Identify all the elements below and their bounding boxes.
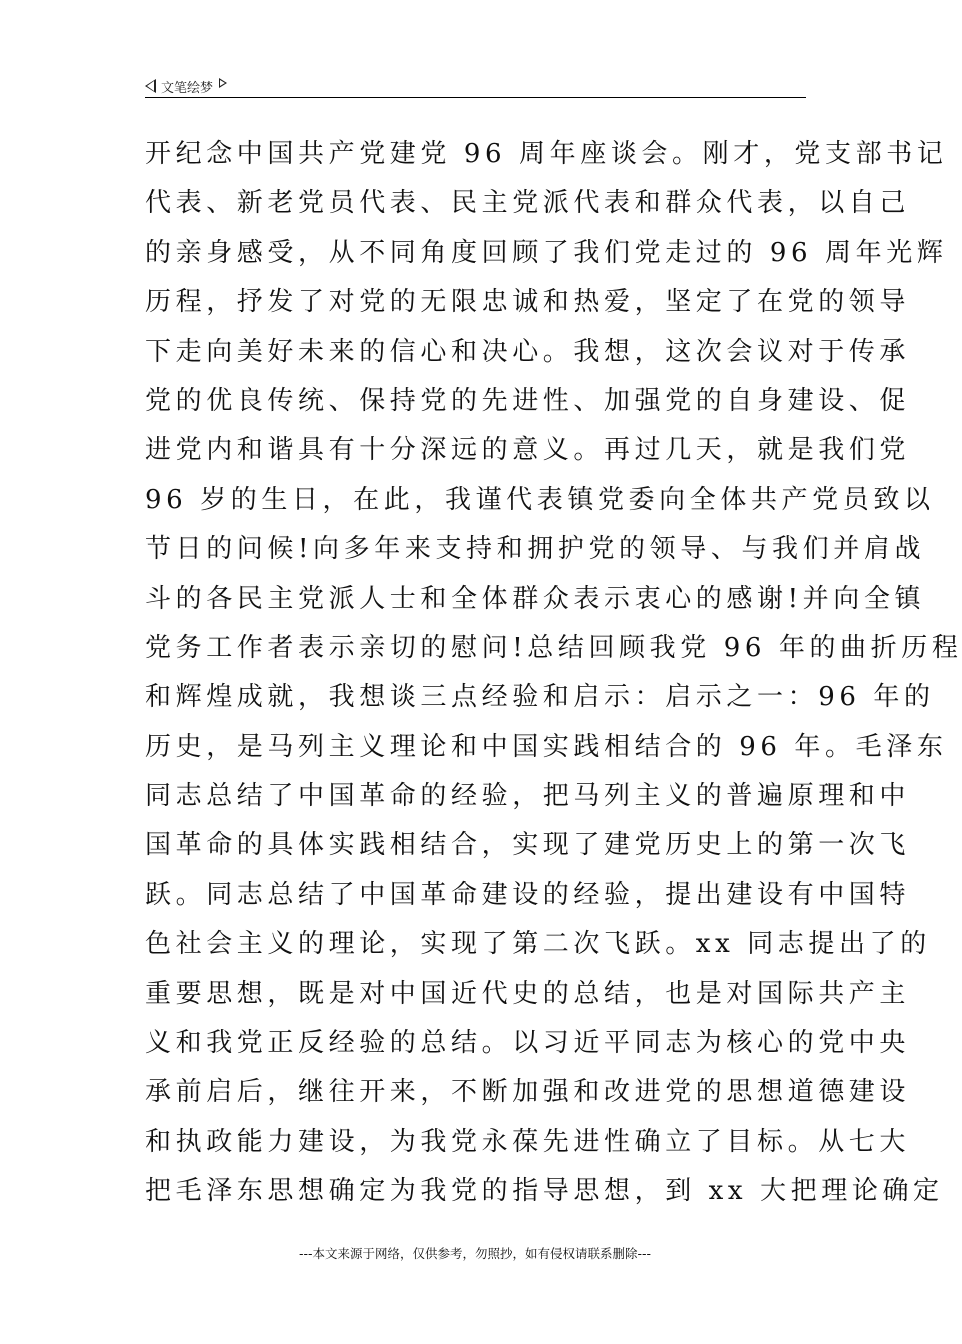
body-text	[145, 130, 962, 1217]
text-line: 党务工作者表示亲切的慰问!总结回顾我党 96 年的曲折历程	[145, 632, 962, 663]
text-line: 党的优良传统、保持党的先进性、加强党的自身建设、促	[145, 385, 911, 416]
text-line: 下走向美好未来的信心和决心。我想，这次会议对于传承	[145, 336, 911, 367]
text-line: 历史，是马列主义理论和中国实践相结合的 96 年。毛泽东	[145, 731, 948, 762]
text-line: 历程，抒发了对党的无限忠诚和热爱，坚定了在党的领导	[145, 287, 911, 318]
page-footer: ---本文来源于网络，仅供参考，勿照抄，如有侵权请联系删除---	[298, 1246, 652, 1261]
text-line: 同志总结了中国革命的经验，把马列主义的普遍原理和中	[145, 781, 911, 812]
text-line: 重要思想，既是对中国近代史的总结，也是对国际共产主	[145, 978, 911, 1009]
page-header	[145, 74, 806, 98]
header-title: 文笔绘梦	[161, 80, 214, 96]
text-line: 的亲身感受，从不同角度回顾了我们党走过的 96 周年光辉	[145, 237, 948, 268]
text-line: 承前启后，继往开来，不断加强和改进党的思想道德建设	[145, 1077, 911, 1108]
text-line: 开纪念中国共产党建党 96 周年座谈会。刚才，党支部书记	[145, 139, 948, 169]
triangle-right-icon	[219, 78, 227, 88]
header-rule	[145, 97, 806, 98]
text-line: 96 岁的生日，在此，我谨代表镇党委向全体共产党员致以	[145, 484, 935, 515]
text-line: 色社会主义的理论，实现了第二次飞跃。xx 同志提出了的	[145, 929, 931, 960]
text-line: 义和我党正反经验的总结。以习近平同志为核心的党中央	[145, 1028, 911, 1059]
text-line: 和执政能力建设，为我党永葆先进性确立了目标。从七大	[145, 1126, 911, 1157]
text-line: 和辉煌成就，我想谈三点经验和启示：启示之一：96 年的	[145, 682, 935, 713]
text-line: 节日的问候!向多年来支持和拥护党的领导、与我们并肩战	[145, 534, 926, 565]
text-line: 代表、新老党员代表、民主党派代表和群众代表，以自己	[145, 188, 911, 219]
triangle-left-icon	[145, 79, 156, 93]
text-line: 把毛泽东思想确定为我党的指导思想，到 xx 大把理论确定	[145, 1176, 944, 1207]
text-line: 跃。同志总结了中国革命建设的经验，提出建设有中国特	[145, 879, 911, 910]
text-line: 斗的各民主党派人士和全体群众表示衷心的感谢!并向全镇	[145, 583, 926, 614]
text-line: 进党内和谐具有十分深远的意义。再过几天，就是我们党	[145, 435, 911, 466]
text-line: 国革命的具体实践相结合，实现了建党历史上的第一次飞	[145, 830, 911, 861]
